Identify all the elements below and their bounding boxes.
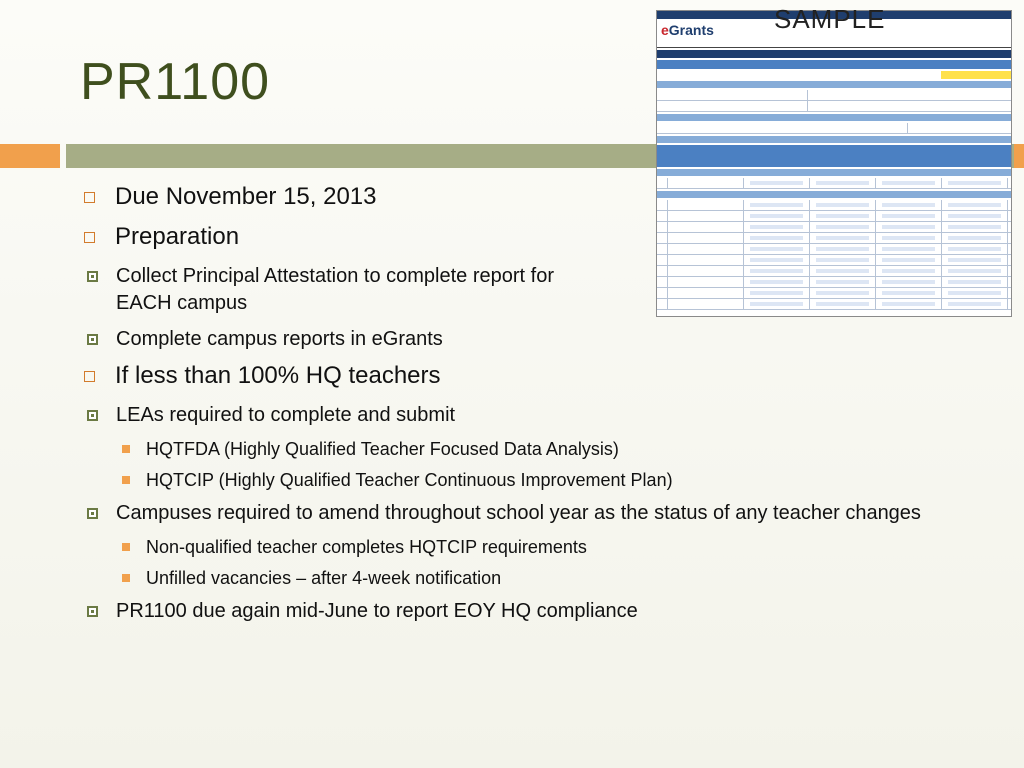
bullet-less-than-100: If less than 100% HQ teachers bbox=[80, 362, 950, 390]
bullet-preparation: Preparation bbox=[80, 223, 950, 251]
bullet-due-date: Due November 15, 2013 bbox=[80, 183, 950, 211]
sub-sub-bullet-hqtfda: HQTFDA (Highly Qualified Teacher Focused Data Analysis) bbox=[45, 438, 950, 460]
sub-sub-bullet-hqtcip: HQTCIP (Highly Qualified Teacher Continuous Improvement Plan) bbox=[45, 469, 950, 491]
sub-sub-bullet-nonqualified: Non-qualified teacher completes HQTCIP requirements bbox=[45, 536, 950, 558]
accent-orange-cap bbox=[1014, 144, 1024, 168]
sub-sub-bullet-vacancies: Unfilled vacancies – after 4-week notification bbox=[45, 567, 950, 589]
egrants-logo: eGrants bbox=[661, 22, 714, 38]
sub-bullet-collect-attestation: Collect Principal Attestation to complete report for EACH campus bbox=[45, 263, 576, 317]
sample-stamp: SAMPLE bbox=[774, 4, 886, 34]
sub-bullet-due-again: PR1100 due again mid-June to report EOY HQ compliance bbox=[45, 598, 950, 625]
bullet-list bbox=[80, 183, 950, 634]
slide-title: PR1100 bbox=[80, 53, 271, 111]
sub-bullet-campuses-amend: Campuses required to amend throughout school year as the status of any teacher changes bbox=[45, 500, 950, 527]
accent-orange-block bbox=[0, 144, 60, 168]
sub-bullet-leas-required: LEAs required to complete and submit bbox=[45, 402, 950, 429]
sub-bullet-complete-reports: Complete campus reports in eGrants bbox=[45, 326, 950, 353]
